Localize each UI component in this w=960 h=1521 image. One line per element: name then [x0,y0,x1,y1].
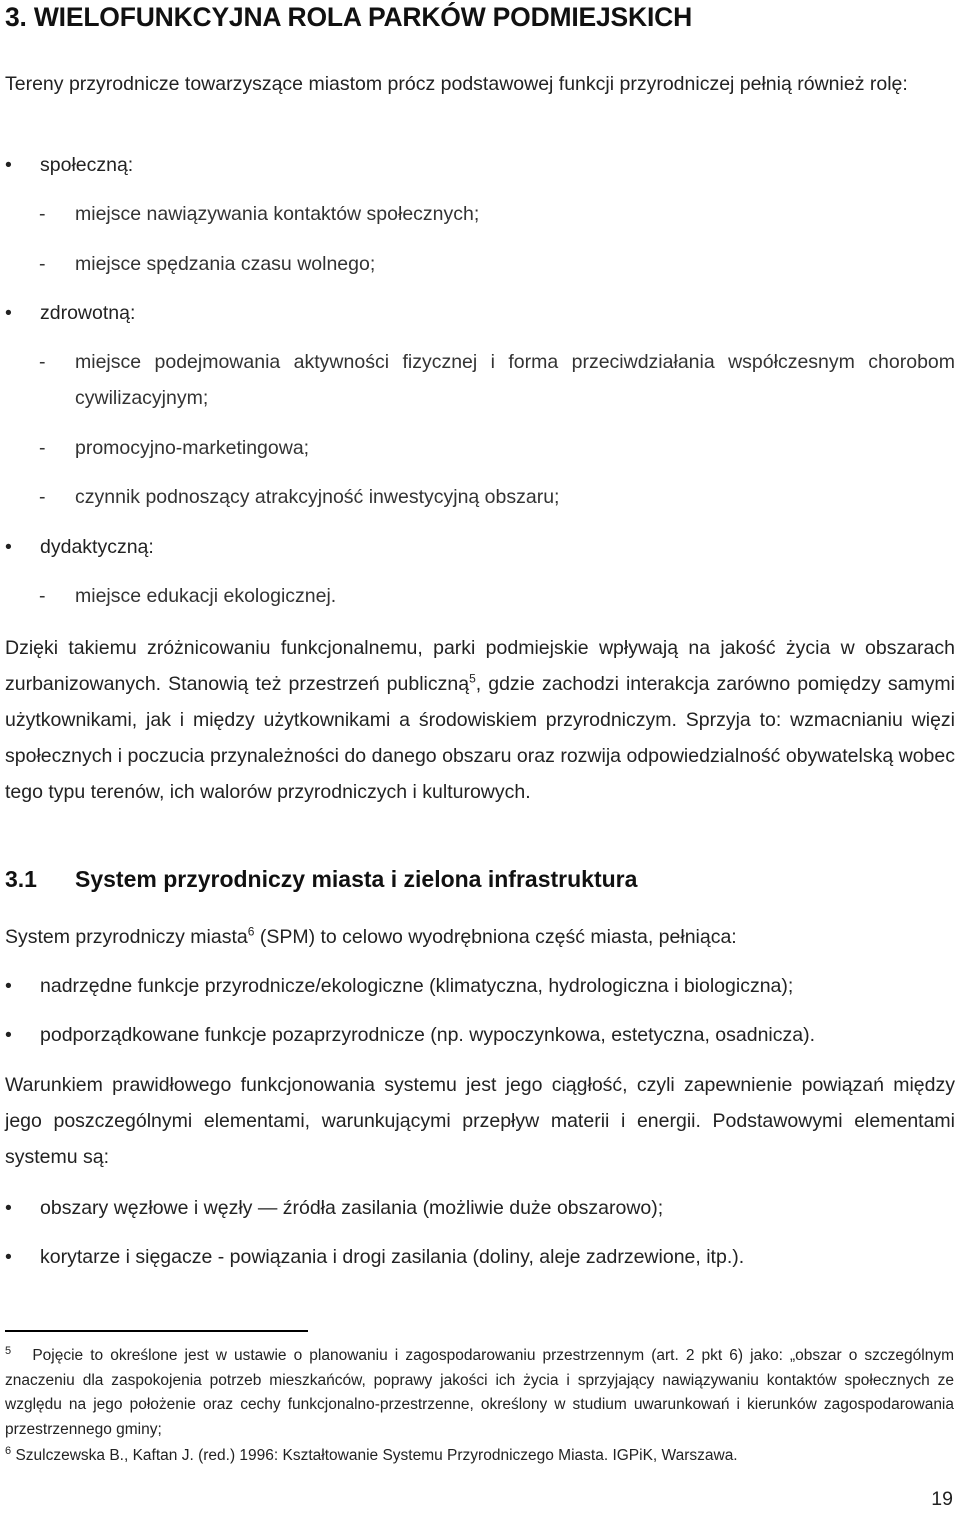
list-item-text: czynnik podnoszący atrakcyjność inwestycyjną obszaru; [75,486,560,508]
paragraph-parks [5,630,955,810]
footnote-number: 5 [5,1344,12,1357]
list-item-text: miejsce edukacji ekologicznej. [75,585,337,607]
list-item-text: obszary węzłowe i węzły — źródła zasilania (możliwie duże obszarowo); [40,1197,664,1219]
list-item-text: nadrzędne funkcje przyrodnicze/ekologiczne (klimatyczna, hydrologiczna i biologiczna); [40,975,794,997]
section-title: System przyrodniczy miasta i zielona infrastruktura [75,866,638,892]
role-label-social: społeczną: [40,154,134,176]
dash-marker: - [39,351,46,373]
bullet-icon: • [5,975,12,997]
page-number: 19 [931,1488,953,1510]
paragraph-text: Dzięki takiemu zróżnicowaniu funkcjonalnemu, parki podmiejskie wpływają na jakość życia w obszarach zurbanizowanych. Stanowią też przestrzeń publiczną [5,637,955,695]
dash-marker: - [39,203,46,225]
list-item-text: korytarze i sięgacze - powiązania i drogi zasilania (doliny, aleje zadrzewione, itp.). [40,1246,745,1268]
section-number: 3.1 [5,866,37,892]
bullet-icon: • [5,302,12,324]
role-label-health: zdrowotną: [40,302,136,324]
bullet-icon: • [5,1197,12,1219]
list-item-text: miejsce spędzania czasu wolnego; [75,253,376,275]
footnote [5,1444,954,1469]
section-heading [5,866,955,893]
paragraph-text: (SPM) to celowo wyodrębniona część miasta, pełniąca: [254,926,737,948]
footnote-text: Szulczewska B., Kaftan J. (red.) 1996: Kształtowanie Systemu Przyrodniczego Miasta. IGPiK, Warszawa. [15,1447,738,1464]
footnote [5,1344,954,1442]
bullet-icon: • [5,536,12,558]
intro-paragraph: Tereny przyrodnicze towarzyszące miastom prócz podstawowej funkcji przyrodniczej pełnią również rolę: [5,73,908,95]
footnote-text: Pojęcie to określone jest w ustawie o planowaniu i zagospodarowaniu przestrzennym (art. 2 pkt 6) jako: „obszar o szczególnym znaczeniu dla zaspokojenia potrzeb mieszkańców, poprawy jakości ich życia i sprzyjający nawiązywaniu kontaktów społecznych ze względu na jego położenie oraz cechy funkcjonalno-przestrzenne, określony w studium uwarunkowań i kierunków zagospodarowania przestrzennego gminy; [5,1347,954,1438]
dash-marker: - [39,253,46,275]
role-label-didactic: dydaktyczną: [40,536,154,558]
paragraph-spm [5,919,955,955]
paragraph-continuity: Warunkiem prawidłowego funkcjonowania systemu jest jego ciągłość, czyli zapewnienie powiązań między jego poszczególnymi elementami, warunkującymi przepływ materii i energii. Podstawowymi elementami systemu są: [5,1074,955,1168]
footnote-ref: 6 [247,924,255,939]
footnote-ref: 5 [469,671,476,686]
page-heading: 3. WIELOFUNKCYJNA ROLA PARKÓW PODMIEJSKICH [5,2,693,32]
dash-marker: - [39,585,46,607]
footnote-number: 6 [5,1444,12,1457]
list-item-text: miejsce podejmowania aktywności fizycznej i forma przeciwdziałania współczesnym chorobom cywilizacyjnym; [75,351,955,409]
bullet-icon: • [5,1024,12,1046]
paragraph-text: System przyrodniczy miasta [5,926,248,948]
bullet-icon: • [5,1246,12,1268]
list-item-text: promocyjno-marketingowa; [75,437,310,459]
dash-marker: - [39,486,46,508]
footnote-separator [5,1330,308,1332]
list-item-text: podporządkowane funkcje pozaprzyrodnicze (np. wypoczynkowa, estetyczna, osadnicza). [40,1024,816,1046]
paragraph-text: , gdzie zachodzi interakcja zarówno pomiędzy samymi użytkownikami, jak i między użytkownikami a środowiskiem przyrodniczym. Sprzyja to: wzmacnianiu więzi społecznych i poczucia przynależności do danego obszaru oraz rozwija odpowiedzialność obywatelską wobec tego typu terenów, ich walorów przyrodniczych i kulturowych. [5,673,955,803]
list-item-text: miejsce nawiązywania kontaktów społecznych; [75,203,480,225]
dash-marker: - [39,437,46,459]
bullet-icon: • [5,154,12,176]
